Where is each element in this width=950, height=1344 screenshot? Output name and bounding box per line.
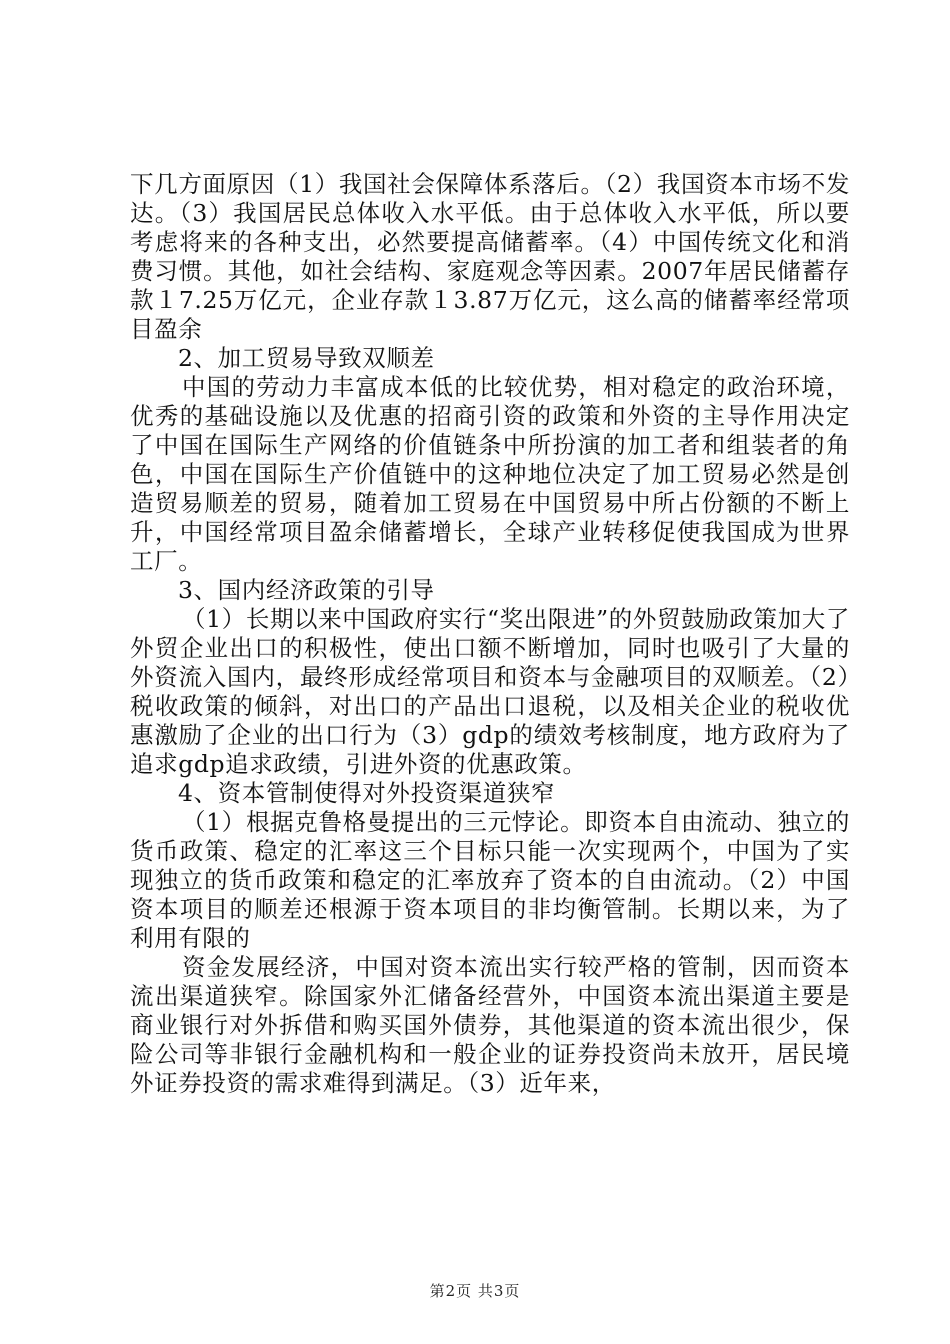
paragraph-processing-trade: 中国的劳动力丰富成本低的比较优势，相对稳定的政治环境，优秀的基础设施以及优惠的招商引资的政策和外资的主导作用决定了中国在国际生产网络的价值链条中所扮演的加工者和组装者的角色，中国在国际生产价值链中的这种地位决定了加工贸易必然是创造贸易顺差的贸易，随着加工贸易在中国贸易中所占份额的不断上升，中国经常项目盈余储蓄增长，全球产业转移促使我国成为世界工厂。 <box>130 373 850 575</box>
section-heading-processing-trade: 2、加工贸易导致双顺差 <box>178 344 435 372</box>
section-heading-capital-control: 4、资本管制使得对外投资渠道狭窄 <box>178 779 556 807</box>
paragraph-capital-control: （1）根据克鲁格曼提出的三元悖论。即资本自由流动、独立的货币政策、稳定的汇率这三个目标只能一次实现两个，中国为了实现独立的货币政策和稳定的汇率放弃了资本的自由流动。（2）中国资本项目的顺差还根源于资本项目的非均衡管制。长期以来，为了利用有限的 <box>130 808 850 952</box>
paragraph-domestic-policy: （1）长期以来中国政府实行“奖出限进”的外贸鼓励政策加大了外贸企业出口的积极性，使出口额不断增加，同时也吸引了大量的外资流入国内，最终形成经常项目和资本与金融项目的双顺差。（2）税收政策的倾斜，对出口的产品出口退税，以及相关企业的税收优惠激励了企业的出口行为（3）gdp的绩效考核制度，地方政府为了追求gdp追求政绩，引进外资的优惠政策。 <box>130 605 850 778</box>
paragraph-savings-causes: 下几方面原因（1）我国社会保障体系落后。（2）我国资本市场不发达。（3）我国居民总体收入水平低。由于总体收入水平低，所以要考虑将来的各种支出，必然要提高储蓄率。（4）中国传统文化和消费习惯。其他，如社会结构、家庭观念等因素。2007年居民储蓄存款１7.25万亿元，企业存款１3.87万亿元，这么高的储蓄率经常项目盈余 <box>130 170 850 343</box>
document-body <box>130 170 850 1098</box>
section-heading-domestic-policy: 3、国内经济政策的引导 <box>178 576 435 604</box>
paragraph-capital-outflow: 资金发展经济，中国对资本流出实行较严格的管制，因而资本流出渠道狭窄。除国家外汇储备经营外，中国资本流出渠道主要是商业银行对外拆借和购买国外债券，其他渠道的资本流出很少，保险公司等非银行金融机构和一般企业的证券投资尚未放开，居民境外证券投资的需求难得到满足。（3）近年来， <box>130 953 850 1097</box>
page-footer: 第2页 共3页 <box>429 1282 521 1300</box>
